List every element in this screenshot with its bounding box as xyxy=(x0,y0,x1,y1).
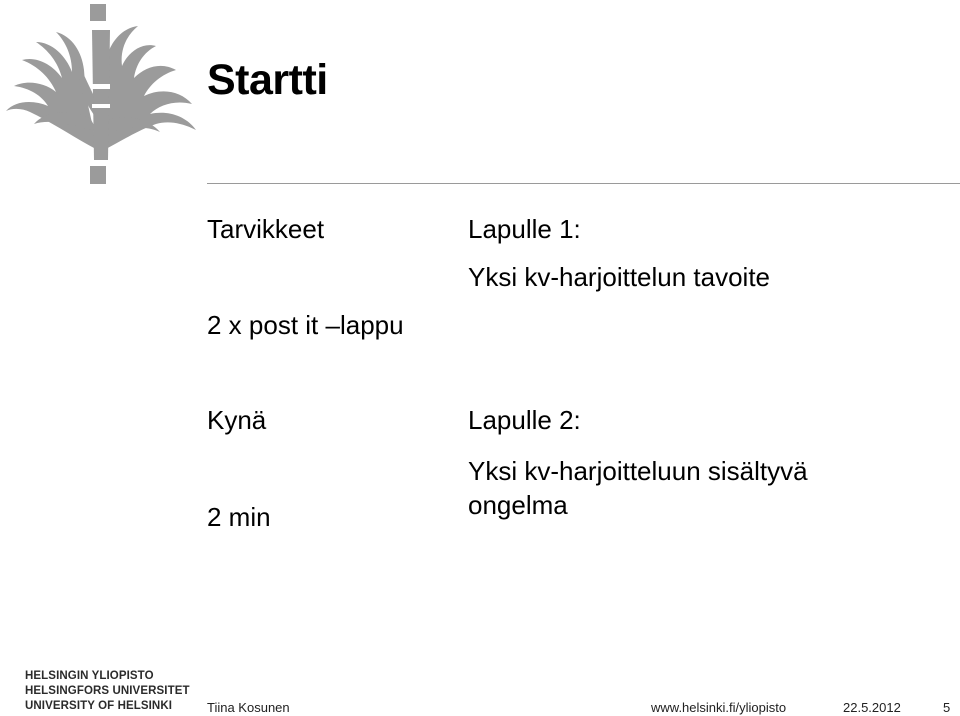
title-divider xyxy=(207,183,960,184)
university-name-fi: HELSINGIN YLIOPISTO xyxy=(25,670,154,682)
slide-title: Startti xyxy=(207,56,328,104)
note2-heading: Lapulle 2: xyxy=(468,405,581,435)
pen-item: Kynä xyxy=(207,405,267,435)
footer-page-number: 5 xyxy=(943,700,951,715)
university-name-sv: HELSINGFORS UNIVERSITET xyxy=(25,685,190,697)
flame-torch-logo-icon xyxy=(0,0,200,192)
time-item: 2 min xyxy=(207,502,271,532)
supplies-label: Tarvikkeet xyxy=(207,214,325,244)
footer-date: 22.5.2012 xyxy=(843,700,901,715)
note1-heading: Lapulle 1: xyxy=(468,214,581,244)
post-it-item: 2 x post it –lappu xyxy=(207,310,404,340)
footer-author: Tiina Kosunen xyxy=(207,700,290,715)
university-name-en: UNIVERSITY OF HELSINKI xyxy=(25,700,173,712)
note1-text: Yksi kv-harjoittelun tavoite xyxy=(468,262,771,292)
footer-url[interactable]: www.helsinki.fi/yliopisto xyxy=(651,700,787,715)
note2-text: Yksi kv-harjoitteluun sisältyvä ongelma xyxy=(468,456,808,520)
